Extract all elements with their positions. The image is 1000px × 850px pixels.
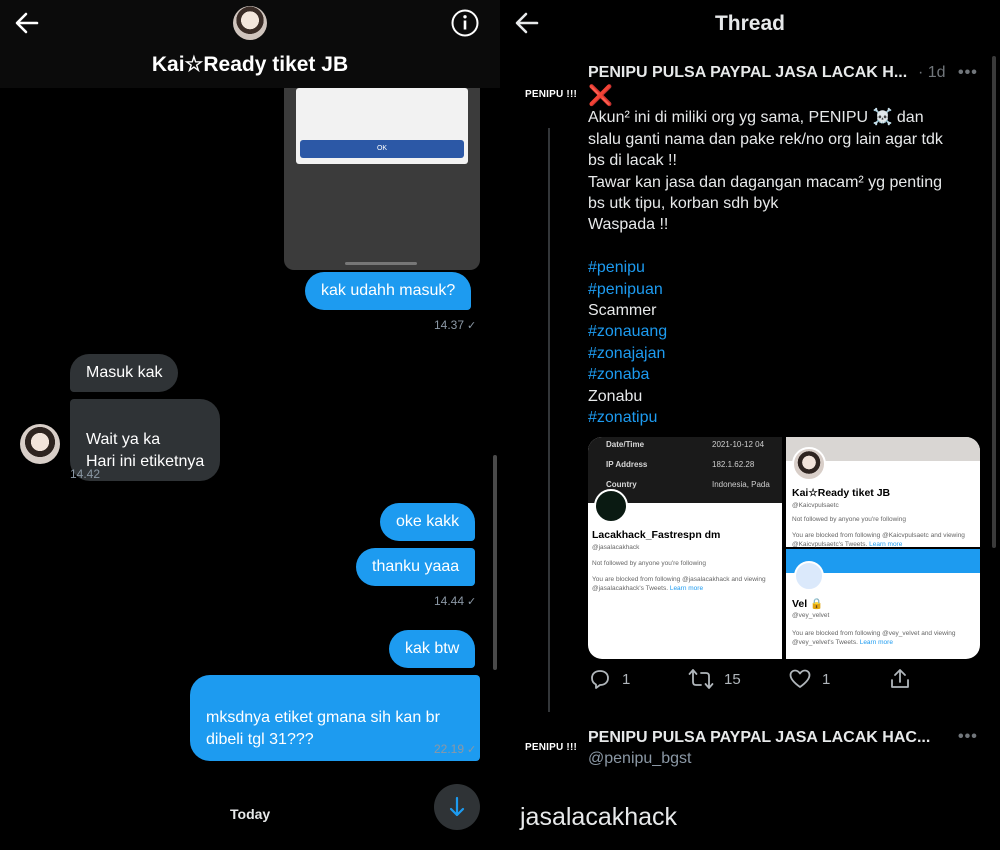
profile-avatar bbox=[794, 561, 824, 591]
screenshot-dialog bbox=[296, 88, 468, 164]
hashtag-link[interactable]: #penipuan bbox=[588, 280, 663, 298]
lock-icon: 🔒 bbox=[810, 598, 824, 610]
reply-count: 1 bbox=[622, 670, 631, 688]
contact-header-avatar[interactable] bbox=[233, 6, 267, 40]
dm-header bbox=[0, 0, 500, 88]
contact-avatar[interactable] bbox=[20, 424, 60, 464]
day-divider: Today bbox=[230, 806, 271, 822]
message-timestamp: 22.19 ✓ bbox=[434, 742, 477, 756]
profile-name: Vel 🔒 bbox=[792, 598, 824, 610]
arrow-down-icon bbox=[434, 784, 480, 830]
profile-name: Kai☆Ready tiket JB bbox=[792, 487, 891, 499]
outgoing-message[interactable] bbox=[305, 272, 471, 310]
profile-avatar bbox=[594, 489, 628, 523]
tweet-text bbox=[588, 86, 988, 428]
hashtag-link[interactable]: #penipu bbox=[588, 259, 645, 277]
profile-handle: @Kaicvpulsaetc bbox=[792, 502, 839, 509]
message-text: oke kakk bbox=[396, 513, 460, 530]
message-text: kak udahh masuk? bbox=[321, 282, 456, 299]
tweet-media-grid[interactable] bbox=[588, 437, 980, 659]
blocked-note: You are blocked from following @Kaicvpulsaetc and viewing @Kaicvpulsaetc's Tweets. Learn more bbox=[792, 532, 965, 548]
thread-panel bbox=[500, 0, 1000, 850]
shared-screenshot-image[interactable] bbox=[284, 84, 480, 270]
tweet-actions bbox=[588, 666, 988, 692]
reply-button[interactable] bbox=[588, 666, 630, 692]
row-value: 2021-10-12 04 bbox=[712, 440, 765, 449]
profile-handle: @vey_velvet bbox=[792, 612, 830, 619]
tweet-author-name[interactable]: PENIPU PULSA PAYPAL JASA LACAK HAC... bbox=[588, 729, 931, 746]
page-title: Thread bbox=[714, 12, 785, 35]
hashtag-link[interactable]: #zonajajan bbox=[588, 344, 666, 362]
tweet-line: bs utk tipu, korban sdh byk bbox=[588, 195, 779, 213]
media-image-kai[interactable] bbox=[786, 437, 980, 547]
tweet-author-avatar[interactable]: PENIPU !!! bbox=[525, 742, 577, 753]
retweet-count: 15 bbox=[724, 670, 741, 688]
outgoing-message[interactable] bbox=[356, 548, 475, 586]
hashtag-link[interactable]: #zonauang bbox=[588, 323, 668, 341]
row-value: 182.1.62.28 bbox=[712, 460, 755, 469]
row-label: Country bbox=[606, 480, 637, 489]
more-options-icon[interactable]: ••• bbox=[958, 728, 978, 745]
row-label: Date/Time bbox=[606, 440, 645, 449]
follow-note: Not followed by anyone you're following bbox=[592, 560, 706, 567]
tweet-line: Akun² ini di miliki org yg sama, PENIPU ☠️ dan bbox=[588, 109, 924, 127]
profile-handle: @jasalacakhack bbox=[592, 544, 640, 551]
scroll-to-bottom-button[interactable] bbox=[434, 784, 480, 830]
hashtag-link[interactable]: #zonaba bbox=[588, 366, 650, 384]
tweet-author-handle[interactable]: @penipu_bgst bbox=[588, 750, 692, 767]
message-timestamp: 14.42 bbox=[70, 467, 101, 481]
screenshot-home-indicator bbox=[345, 262, 417, 265]
reply-icon bbox=[588, 667, 612, 691]
tweet-text: jasalacakhack bbox=[520, 803, 678, 831]
heart-icon bbox=[788, 667, 812, 691]
media-image-vel[interactable] bbox=[786, 549, 980, 659]
message-text: mksdnya etiket gmana sih kan br dibeli tgl 31??? bbox=[206, 709, 440, 748]
info-icon[interactable] bbox=[450, 8, 480, 38]
message-timestamp: 14.44 ✓ bbox=[434, 594, 477, 608]
blocked-note: You are blocked from following @jasalacakhack and viewing @jasalacakhack's Tweets. Learn more bbox=[592, 576, 766, 592]
tweet-line: Zonabu bbox=[588, 387, 643, 405]
screenshot-ok-button: OK bbox=[300, 140, 464, 158]
more-options-icon[interactable]: ••• bbox=[958, 64, 978, 81]
read-check-icon: ✓ bbox=[467, 320, 477, 332]
thread-connector-line bbox=[548, 128, 550, 712]
share-icon bbox=[888, 667, 912, 691]
cross-mark-emoji: ❌ bbox=[588, 85, 613, 107]
follow-note: Not followed by anyone you're following bbox=[792, 516, 906, 523]
outgoing-message[interactable] bbox=[380, 503, 475, 541]
thread-scrollbar[interactable] bbox=[992, 56, 996, 548]
hashtag-link[interactable]: #zonatipu bbox=[588, 409, 658, 427]
blocked-note: You are blocked from following @vey_velvet and viewing @vey_velvet's Tweets. Learn more bbox=[792, 630, 956, 646]
tweet-line: slalu ganti nama dan pake rek/no org lain agar tdk bbox=[588, 130, 943, 148]
row-label: IP Address bbox=[606, 460, 648, 469]
tweet-line: Waspada !! bbox=[588, 216, 669, 234]
tweet-author-avatar[interactable]: PENIPU !!! bbox=[525, 89, 577, 100]
message-text: kak btw bbox=[405, 640, 460, 657]
media-image-lacakhack[interactable] bbox=[588, 437, 782, 659]
back-arrow-icon[interactable] bbox=[12, 8, 42, 38]
tweet-line: bs di lacak !! bbox=[588, 152, 677, 170]
profile-name: Lacakhack_Fastrespn dm bbox=[592, 529, 721, 541]
message-text: Masuk kak bbox=[86, 364, 163, 381]
message-text: Wait ya ka Hari ini etiketnya bbox=[86, 431, 205, 470]
profile-avatar bbox=[792, 447, 826, 481]
incoming-message[interactable] bbox=[70, 354, 178, 392]
contact-name[interactable]: Kai☆Ready tiket JB bbox=[151, 53, 349, 76]
retweet-icon bbox=[688, 667, 714, 691]
like-button[interactable] bbox=[788, 666, 830, 692]
read-check-icon: ✓ bbox=[467, 596, 477, 608]
retweet-button[interactable] bbox=[688, 666, 741, 692]
message-text: thanku yaaa bbox=[372, 558, 460, 575]
outgoing-message[interactable] bbox=[389, 630, 475, 668]
message-timestamp: 14.37 ✓ bbox=[434, 318, 477, 332]
read-check-icon: ✓ bbox=[467, 744, 477, 756]
tweet-timestamp[interactable]: · 1d bbox=[918, 64, 946, 81]
like-count: 1 bbox=[822, 670, 831, 688]
tweet-line: Scammer bbox=[588, 302, 657, 320]
row-value: Indonesia, Pada bbox=[712, 480, 770, 489]
tweet-author-name[interactable]: PENIPU PULSA PAYPAL JASA LACAK H... bbox=[588, 64, 908, 81]
chat-scrollbar[interactable] bbox=[493, 455, 497, 670]
tweet-line: Tawar kan jasa dan dagangan macam² yg penting bbox=[588, 173, 942, 191]
share-button[interactable] bbox=[888, 666, 912, 692]
